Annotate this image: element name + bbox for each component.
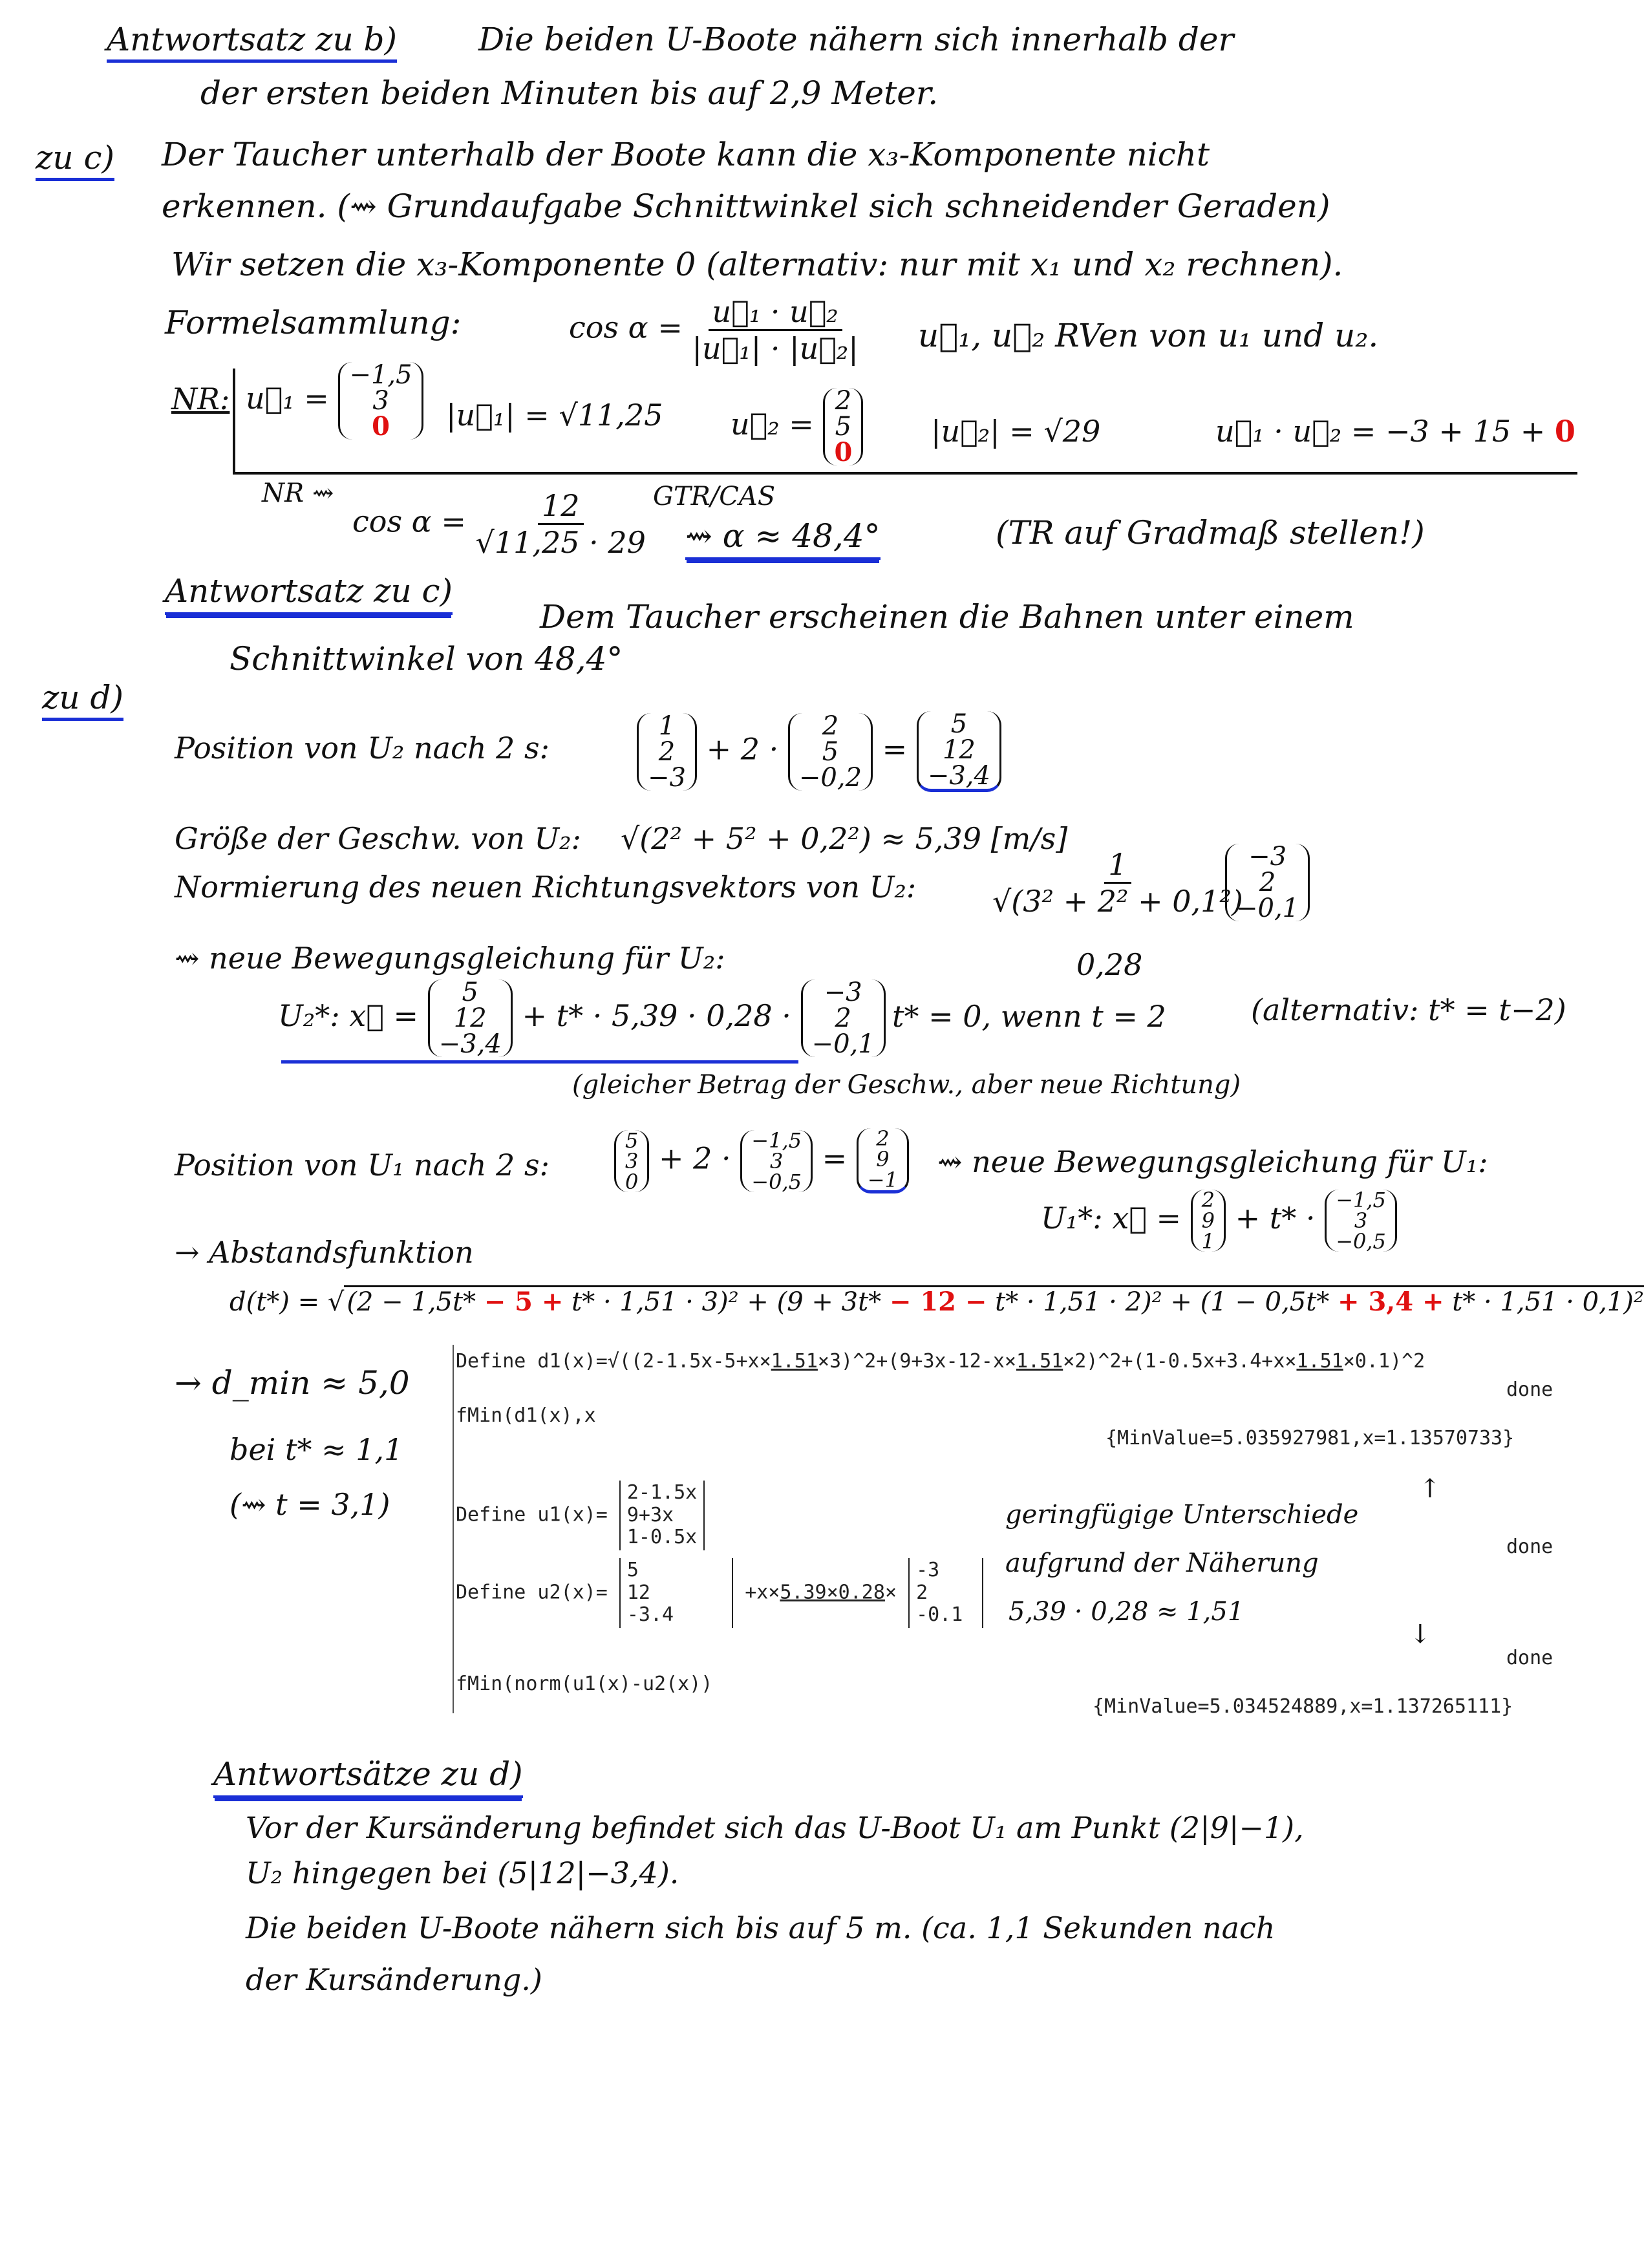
arrow-up-icon: ↑: [1419, 1474, 1441, 1504]
speed-label: Größe der Geschw. von U₂:: [175, 821, 582, 856]
cas-panel-border: [453, 1345, 454, 1713]
arrow-down-icon: ↓: [1409, 1620, 1431, 1649]
cos-formula: cos α = $\frac{\text{u⃗₁ · u⃗₂}}{\text{|u⃗₁| · |u⃗₂|}}$: [569, 294, 859, 366]
pos-u1-label: Position von U₁ nach 2 s:: [175, 1148, 550, 1182]
text-d-answer4: der Kursänderung.): [246, 1962, 542, 1997]
distance-function: d(t*) = √ (2 − 1,5t* − 5 + t* · 1,51 · 3)² + (9 + 3t* − 12 − t* · 1,51 · 2)² + (1 − 0,5t* + 3,4 + t* · 1,51 · 0,1)²: [230, 1287, 1644, 1317]
t-real: (⇝ t = 3,1): [230, 1487, 390, 1522]
u2-norm: |u⃗₂| = √29: [931, 414, 1101, 449]
label-zu-c: zu c): [36, 139, 114, 181]
text-d-answer1: Vor der Kursänderung befindet sich das U-Boot U₁ am Punkt (2|9|−1),: [246, 1810, 1304, 1845]
nr-bracket-horizontal: [233, 472, 1577, 475]
dot-product: u⃗₁ · u⃗₂ = −3 + 15 + 0: [1215, 414, 1575, 449]
cas-define-u2: Define u2(x)= 5 12 -3.4 +x×5.39×0.28× -3 2 -0.1: [456, 1558, 983, 1628]
new-eq-u1-label: ⇝ neue Bewegungsgleichung für U₁:: [937, 1144, 1488, 1179]
side-note-1: geringfügige Unterschiede: [1005, 1500, 1359, 1530]
cas-done-1: done: [1506, 1378, 1553, 1401]
new-eq-u2-label: ⇝ neue Bewegungsgleichung für U₂:: [175, 941, 725, 976]
pos-u2-label: Position von U₂ nach 2 s:: [175, 731, 550, 765]
cas-done-2: done: [1506, 1535, 1553, 1558]
same-speed-note: (gleicher Betrag der Geschw., aber neue Richtung): [572, 1070, 1241, 1100]
cas-define-u1: Define u1(x)= 2-1.5x 9+3x 1-0.5x: [456, 1481, 705, 1550]
tstar-note: t* = 0, wenn t = 2: [892, 999, 1166, 1034]
norm-label: Normierung des neuen Richtungsvektors von U₂:: [175, 870, 917, 904]
u1-norm: |u⃗₁| = √11,25: [446, 398, 663, 433]
heading-antwortsatz-c: Antwortsatz zu c): [165, 572, 453, 615]
dist-label: → Abstandsfunktion: [175, 1235, 474, 1270]
text-d-answer2: U₂ hingegen bei (5|12|−3,4).: [246, 1856, 679, 1890]
u2-vector-definition: u⃗₂ = 2 5 0: [731, 388, 863, 465]
pos-u1-computation: 5 3 0 + 2 · −1,5 3 −0,5 = 2 9 −1: [614, 1128, 909, 1193]
speed-expr: √(2² + 5² + 0,2²) ≈ 5,39 [m/s]: [621, 821, 1068, 856]
nr-arrow: NR ⇝: [262, 478, 334, 508]
label-zu-d: zu d): [42, 679, 123, 721]
alpha-result: ⇝ α ≈ 48,4°: [685, 517, 881, 560]
pos-u2-computation: 1 2 −3 + 2 · 2 5 −0,2 = 5 12 −3,4: [637, 711, 1001, 792]
gtr-label: GTR/CAS: [653, 482, 776, 511]
cas-define-d1: Define d1(x)=√((2-1.5x-5+x×1.51×3)^2+(9+3x-12-x×1.51×2)^2+(1-0.5x+3.4+x×1.51×0.1)^2: [456, 1350, 1425, 1373]
text-c-line1: Der Taucher unterhalb der Boote kann die x₃-Komponente nicht: [162, 136, 1210, 173]
rv-note: u⃗₁, u⃗₂ RVen von u₁ und u₂.: [918, 317, 1379, 354]
text-d-answer3: Die beiden U-Boote nähern sich bis auf 5 m. (ca. 1,1 Sekunden nach: [246, 1910, 1276, 1945]
norm-value: 0,28: [1076, 947, 1143, 982]
nr-label: NR:: [171, 381, 230, 416]
text-b-line2: der ersten beiden Minuten bis auf 2,9 Meter.: [200, 74, 939, 112]
bei-tstar: bei t* ≈ 1,1: [230, 1432, 403, 1467]
text-c-answer1: Dem Taucher erscheinen die Bahnen unter einem: [540, 598, 1354, 636]
text-c-answer2: Schnittwinkel von 48,4°: [230, 640, 623, 678]
text-b-line1: Die beiden U-Boote nähern sich innerhalb der: [478, 21, 1234, 58]
u1-vector-definition: u⃗₁ = −1,5 3 0: [246, 362, 423, 440]
norm-vector: −3 2 −0,1: [1225, 844, 1310, 921]
u1star-equation: U₁*: x⃗ = 2 9 1 + t* · −1,5 3 −0,5: [1041, 1190, 1397, 1252]
tr-note: (TR auf Gradmaß stellen!): [996, 514, 1425, 551]
cas-done-3: done: [1506, 1647, 1553, 1669]
u2star-underline: [281, 1060, 798, 1064]
dmin-result: → d_min ≈ 5,0: [175, 1364, 410, 1402]
nr-bracket-vertical: [233, 369, 235, 472]
cas-result-2: {MinValue=5.034524889,x=1.137265111}: [1093, 1695, 1513, 1718]
formula-label: Formelsammlung:: [165, 304, 462, 341]
cos-result: cos α = $\frac{12}{√11,25 \cdot 29}$: [352, 488, 646, 560]
u2star-equation: U₂*: x⃗ = 5 12 −3,4 + t* · 5,39 · 0,28 · −3 2 −0,1: [278, 979, 886, 1057]
side-note-2: aufgrund der Näherung: [1005, 1548, 1319, 1578]
cas-result-1: {MinValue=5.035927981,x=1.13570733}: [1105, 1427, 1515, 1450]
text-c-line2: erkennen. (⇝ Grundaufgabe Schnittwinkel sich schneidender Geraden): [162, 187, 1330, 225]
cas-fmin-2: fMin(norm(u1(x)-u2(x)): [456, 1673, 713, 1695]
heading-antwortsaetze-d: Antwortsätze zu d): [213, 1755, 523, 1798]
text-c-line3: Wir setzen die x₃-Komponente 0 (alternativ: nur mit x₁ und x₂ rechnen).: [171, 246, 1343, 283]
alt-note: (alternativ: t* = t−2): [1251, 992, 1566, 1027]
cas-fmin-1: fMin(d1(x),x: [456, 1404, 596, 1427]
side-note-3: 5,39 · 0,28 ≈ 1,51: [1009, 1597, 1244, 1627]
norm-fraction: $\frac{1}{\text{√(3² + 2² + 0,1²)}}$: [992, 847, 1243, 919]
heading-antwortsatz-b: Antwortsatz zu b): [107, 21, 397, 63]
